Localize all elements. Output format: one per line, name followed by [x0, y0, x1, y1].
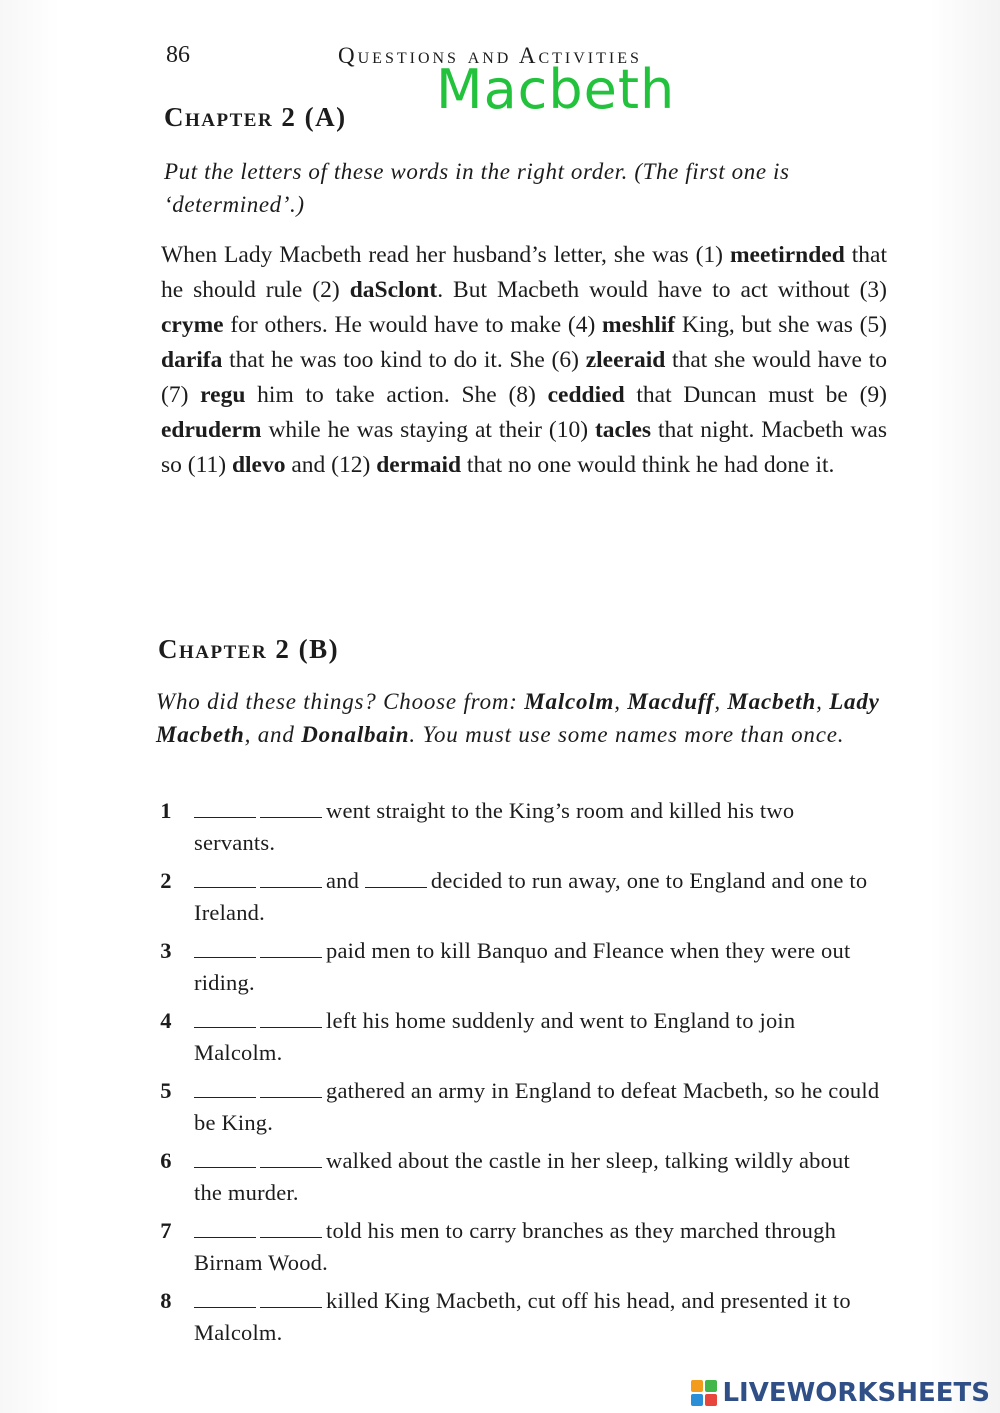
passage-text: When Lady Macbeth read her husband’s letter, she was (1)	[161, 242, 730, 268]
instruction-text: ,	[614, 689, 628, 714]
chapter-2b-heading: Chapter 2 (B)	[158, 634, 340, 664]
instruction-word: Malcolm	[524, 689, 615, 714]
answer-blank[interactable]	[194, 939, 256, 958]
question-item	[154, 865, 880, 929]
question-text: paid men to kill Banquo and Fleance when they were out riding.	[194, 938, 851, 995]
question-number: 8	[160, 1288, 172, 1313]
answer-blank[interactable]	[260, 799, 322, 818]
passage-word: tacles	[594, 417, 652, 443]
question-item	[154, 935, 880, 999]
passage-word: zleeraid	[585, 347, 666, 373]
passage-text: King, but she was (5)	[675, 312, 887, 338]
passage-word: meshlif	[602, 312, 676, 338]
passage-text: that he should rule (2)	[161, 242, 887, 303]
question-number: 2	[160, 868, 172, 893]
brand-name: LIVEWORKSHEETS	[722, 1378, 990, 1408]
answer-blank[interactable]	[260, 1219, 322, 1238]
passage-text: and (12)	[285, 452, 377, 478]
handwritten-title: Macbeth	[436, 58, 676, 121]
question-number: 4	[160, 1008, 172, 1033]
question-item	[154, 1285, 880, 1349]
passage-text: that no one would think he had done it.	[461, 452, 835, 478]
passage-text: while he was staying at their (10)	[261, 417, 595, 443]
question-text: went straight to the King’s room and killed his two servants.	[194, 798, 795, 855]
answer-blank[interactable]	[194, 1079, 256, 1098]
instruction-word: Macduff	[627, 689, 715, 714]
question-item	[154, 1005, 880, 1069]
passage-word: daSclont	[349, 277, 438, 303]
answer-blank[interactable]	[194, 869, 256, 888]
instruction-word: Lady Macbeth	[156, 689, 880, 747]
instruction-text: ,	[816, 689, 830, 714]
answer-blank[interactable]	[194, 799, 256, 818]
passage-text: for others. He would have to make (4)	[223, 312, 603, 338]
answer-blank[interactable]	[260, 1009, 322, 1028]
answer-blank[interactable]	[194, 1009, 256, 1028]
instruction-text: ,	[714, 689, 728, 714]
question-text: decided to run away, one to England and one to Ireland.	[194, 868, 868, 925]
question-list	[154, 795, 880, 1355]
chapter-2a-passage	[161, 238, 887, 483]
question-item	[154, 1075, 880, 1139]
instruction-text: Who did these things? Choose from:	[156, 689, 525, 714]
passage-word: dlevo	[231, 452, 286, 478]
passage-word: edruderm	[161, 417, 262, 443]
instruction-word: Donalbain	[301, 722, 410, 747]
question-item	[154, 1215, 880, 1279]
answer-blank[interactable]	[194, 1219, 256, 1238]
running-title: Questions and Activities	[338, 43, 642, 68]
question-text: walked about the castle in her sleep, talking wildly about the murder.	[194, 1148, 850, 1205]
question-text: killed King Macbeth, cut off his head, and presented it to Malcolm.	[194, 1288, 851, 1345]
passage-word: cryme	[161, 312, 224, 338]
passage-text: that night. Macbeth was so (11)	[161, 417, 888, 478]
passage-word: ceddied	[547, 382, 625, 408]
question-item	[154, 1145, 880, 1209]
passage-text: . But Macbeth would have to act without (3)	[437, 277, 887, 303]
passage-word: darifa	[161, 347, 223, 373]
question-number: 3	[160, 938, 172, 963]
chapter-2a-heading: Chapter 2 (A)	[164, 102, 347, 132]
answer-blank[interactable]	[260, 869, 322, 888]
answer-blank[interactable]	[260, 1079, 322, 1098]
passage-text: him to take action. She (8)	[245, 382, 548, 408]
passage-word: dermaid	[376, 452, 462, 478]
instruction-text: . You must use some names more than once.	[409, 722, 845, 747]
page-number: 86	[166, 42, 190, 68]
instruction-word: Macbeth	[727, 689, 817, 714]
passage-word: meetirnded	[729, 242, 845, 268]
question-text: told his men to carry branches as they marched through Birnam Wood.	[194, 1218, 837, 1275]
question-text: left his home suddenly and went to England to join Malcolm.	[194, 1008, 796, 1065]
answer-blank[interactable]	[194, 1289, 256, 1308]
question-number: 5	[160, 1078, 172, 1103]
answer-blank[interactable]	[260, 1289, 322, 1308]
question-text: and	[326, 868, 365, 893]
chapter-2a-instructions: Put the letters of these words in the right order. (The first one is ‘determined’.)	[164, 159, 790, 217]
instruction-text: , and	[244, 722, 302, 747]
passage-text: that he was too kind to do it. She (6)	[222, 347, 586, 373]
passage-word: regu	[200, 382, 246, 408]
answer-blank[interactable]	[365, 869, 427, 888]
liveworksheets-brand	[691, 1378, 990, 1408]
liveworksheets-logo-icon	[691, 1380, 717, 1406]
chapter-2b-instructions	[156, 685, 882, 751]
passage-text: that she would have to (7)	[161, 347, 887, 408]
answer-blank[interactable]	[194, 1149, 256, 1168]
passage-text: that Duncan must be (9)	[624, 382, 887, 408]
question-number: 7	[160, 1218, 172, 1243]
question-number: 1	[160, 798, 172, 823]
answer-blank[interactable]	[260, 1149, 322, 1168]
question-number: 6	[160, 1148, 172, 1173]
question-text: gathered an army in England to defeat Macbeth, so he could be King.	[194, 1078, 880, 1135]
answer-blank[interactable]	[260, 939, 322, 958]
question-item	[154, 795, 880, 859]
